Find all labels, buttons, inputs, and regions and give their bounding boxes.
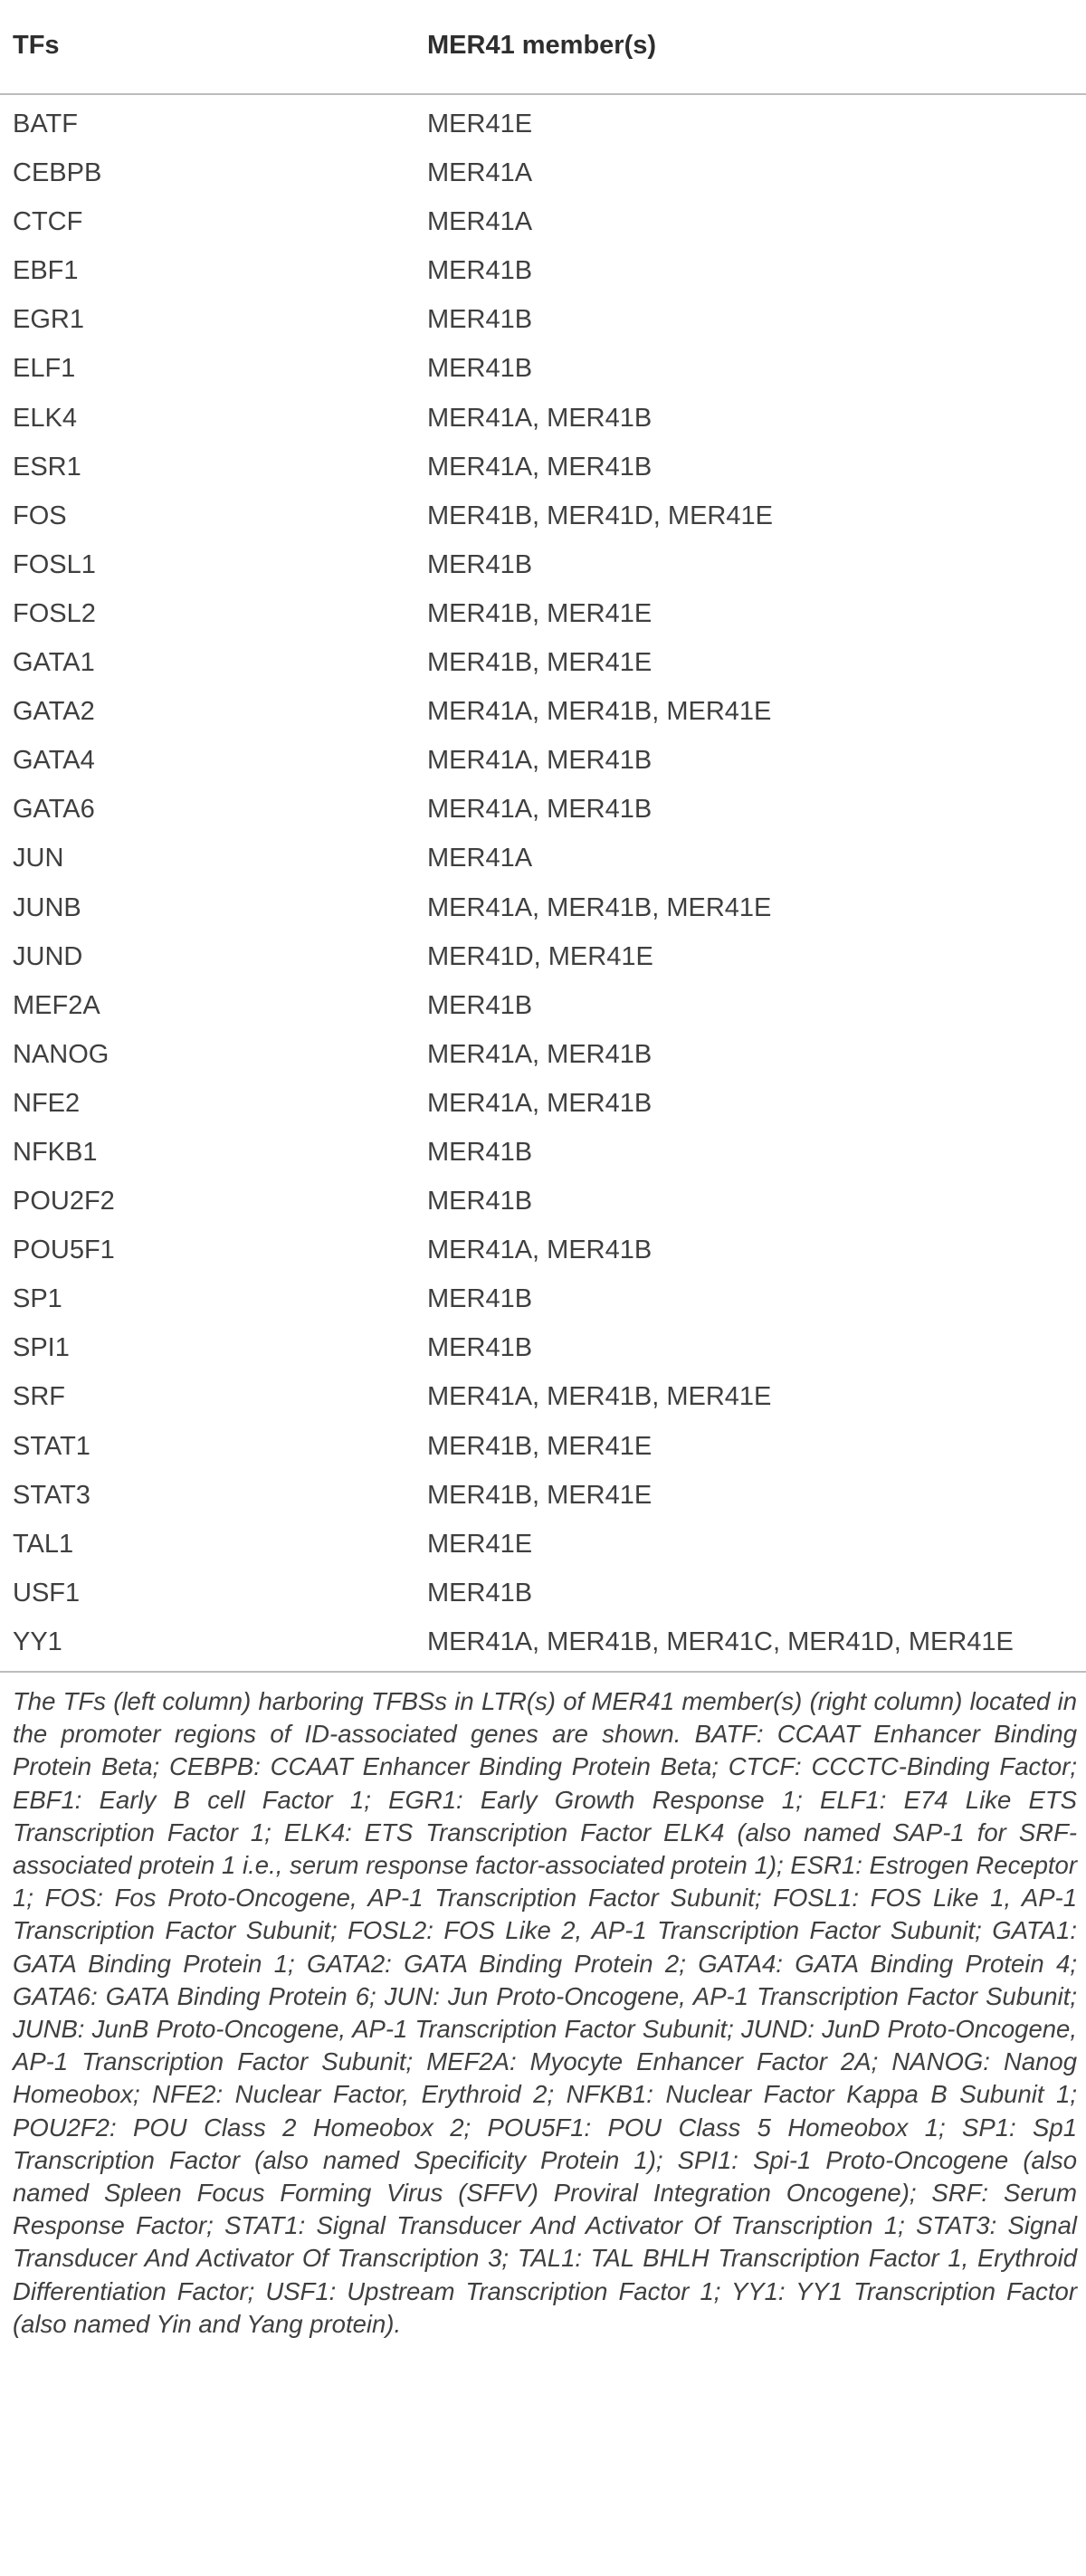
tf-name-cell: TAL1 [13, 1529, 74, 1559]
mer41-members-cell: MER41B [427, 1187, 533, 1216]
table-row [0, 440, 1086, 489]
tf-name-cell: GATA2 [13, 697, 95, 727]
table-row [0, 146, 1086, 195]
table-row [0, 1027, 1086, 1076]
table-row [0, 97, 1086, 146]
mer41-members-cell: MER41B, MER41E [427, 1431, 653, 1461]
table-row [0, 391, 1086, 440]
table-body [0, 97, 1086, 1664]
tf-name-cell: FOSL1 [13, 549, 96, 579]
tf-name-cell: STAT1 [13, 1431, 90, 1461]
tf-name-cell: JUNB [13, 892, 81, 922]
header-mer41-members: MER41 member(s) [427, 31, 657, 60]
mer41-members-cell: MER41A [427, 844, 533, 873]
table-row [0, 881, 1086, 930]
tf-name-cell: JUND [13, 941, 83, 971]
mer41-members-cell: MER41B [427, 1578, 533, 1608]
table-row [0, 930, 1086, 978]
mer41-members-cell: MER41A, MER41B [427, 403, 653, 433]
tf-name-cell: JUN [13, 844, 64, 873]
mer41-members-cell: MER41A, MER41B, MER41E [427, 697, 772, 727]
table-bottom-rule [0, 1671, 1086, 1673]
table-row [0, 489, 1086, 538]
table-row [0, 1468, 1086, 1517]
mer41-members-cell: MER41E [427, 110, 533, 138]
mer41-members-cell: MER41A, MER41B [427, 746, 653, 776]
table-footnote: The TFs (left column) harboring TFBSs in LTR(s) of MER41 member(s) (right column) located in the promoter regions of ID-associated genes are shown. BATF: CCAAT Enhancer Binding Protein Beta; CEBPB: CCAAT Enhancer Binding Protein Beta; CTCF: CCCTC-Binding Factor; EBF1: Early B cell Factor 1; EGR1: Early Growth Response 1; ELF1: E74 Like ETS Transcription Factor 1; ELK4: ETS Transcription Factor ELK4 (also named SAP-1 for SRF-associated protein 1 i.e., serum response factor-associated protein 1); ESR1: Estrogen Receptor 1; FOS: Fos Proto-Oncogene, AP-1 Transcription Factor Subunit; FOSL1: FOS Like 1, AP-1 Transcription Factor Subunit; FOSL2: FOS Like 2, AP-1 Transcription Factor Subunit; GATA1: GATA Binding Protein 1; GATA2: GATA Binding Protein 2; GATA4: GATA Binding Protein 4; GATA6: GATA Binding Protein 6; JUN: Jun Proto-Oncogene, AP-1 Transcription Factor Subunit; JUNB: JunB Proto-Oncogene, AP-1 Transcription Factor Subunit; JUND: JunD Proto-Oncogene, AP-1 Transcription Factor Subunit; MEF2A: Myocyte Enhancer Factor 2A; NANOG: Nanog Homeobox; NFE2: Nuclear Factor, Erythroid 2; NFKB1: Nuclear Factor Kappa B Subunit 1; POU2F2: POU Class 2 Homeobox 2; POU5F1: POU Class 5 Homeobox 1; SP1: Sp1 Transcription Factor (also named Specificity Protein 1); SPI1: Spi-1 Proto-Oncogene (also named Spleen Focus Forming Virus (SFFV) Proviral Integration Oncogene); SRF: Serum Response Factor; STAT1: Signal Transducer And Activator Of Transcription 1; STAT3: Signal Transducer And Activator Of Transcription 3; TAL1: TAL BHLH Transcription Factor 1, Erythroid Differentiation Factor; USF1: Upstream Transcription Factor 1; YY1: YY1 Transcription Factor (also named Yin and Yang protein). [13, 1687, 1077, 2338]
table-row [0, 341, 1086, 390]
table-row [0, 1369, 1086, 1418]
table-row [0, 1517, 1086, 1566]
mer41-members-cell: MER41A, MER41B [427, 1236, 653, 1265]
mer41-members-cell: MER41B [427, 305, 533, 335]
tf-name-cell: FOS [13, 501, 67, 530]
tf-name-cell: ELK4 [13, 403, 77, 433]
tf-name-cell: NFKB1 [13, 1137, 98, 1167]
mer41-members-cell: MER41B [427, 1137, 533, 1167]
tf-name-cell: YY1 [13, 1627, 62, 1656]
mer41-members-cell: MER41B, MER41D, MER41E [427, 501, 773, 530]
tf-name-cell: SP1 [13, 1284, 62, 1314]
table-row [0, 1321, 1086, 1369]
tf-name-cell: CTCF [13, 207, 83, 237]
table-row [0, 1615, 1086, 1664]
mer41-members-cell: MER41A, MER41B [427, 1088, 653, 1118]
table-row [0, 1223, 1086, 1272]
table-row [0, 1174, 1086, 1223]
mer41-members-cell: MER41A, MER41B, MER41E [427, 1382, 772, 1412]
table-row [0, 538, 1086, 587]
table-row [0, 733, 1086, 782]
tf-name-cell: GATA1 [13, 648, 95, 678]
tf-name-cell: SRF [13, 1382, 65, 1412]
mer41-members-cell: MER41B [427, 1284, 533, 1314]
tf-name-cell: STAT3 [13, 1480, 90, 1510]
table-row [0, 684, 1086, 733]
tf-name-cell: POU2F2 [13, 1187, 115, 1216]
table-row [0, 195, 1086, 243]
table-row [0, 1076, 1086, 1125]
mer41-members-cell: MER41A, MER41B [427, 1039, 653, 1069]
table-row [0, 243, 1086, 292]
tf-name-cell: SPI1 [13, 1333, 70, 1363]
mer41-members-cell: MER41B [427, 549, 533, 579]
table-row [0, 831, 1086, 880]
table-row [0, 587, 1086, 635]
mer41-members-cell: MER41B [427, 354, 533, 384]
table-header-row [0, 0, 1086, 95]
tf-name-cell: GATA6 [13, 795, 95, 825]
mer41-members-cell: MER41A, MER41B [427, 795, 653, 825]
table-row [0, 292, 1086, 341]
tf-name-cell: CEBPB [13, 158, 102, 188]
mer41-members-cell: MER41E [427, 1529, 533, 1559]
table-row [0, 782, 1086, 831]
table-row [0, 1125, 1086, 1174]
tf-name-cell: ELF1 [13, 354, 76, 384]
tf-name-cell: NFE2 [13, 1088, 81, 1118]
mer41-members-cell: MER41B [427, 256, 533, 286]
mer41-members-cell: MER41B, MER41E [427, 648, 653, 678]
mer41-members-cell: MER41B [427, 1333, 533, 1363]
tf-name-cell: POU5F1 [13, 1236, 115, 1265]
mer41-members-cell: MER41D, MER41E [427, 941, 653, 971]
table-row [0, 978, 1086, 1027]
mer41-members-cell: MER41A [427, 207, 533, 237]
tf-name-cell: MEF2A [13, 990, 100, 1020]
tf-name-cell: EBF1 [13, 256, 79, 286]
mer41-members-cell: MER41A, MER41B [427, 452, 653, 482]
tf-name-cell: GATA4 [13, 746, 95, 776]
mer41-members-cell: MER41A, MER41B, MER41E [427, 892, 772, 922]
table-row [0, 1419, 1086, 1468]
tf-name-cell: EGR1 [13, 305, 84, 335]
mer41-members-cell: MER41A [427, 158, 533, 188]
tf-name-cell: ESR1 [13, 452, 81, 482]
table-row [0, 1272, 1086, 1321]
mer41-members-cell: MER41A, MER41B, MER41C, MER41D, MER41E [427, 1627, 1014, 1656]
tf-name-cell: BATF [13, 110, 78, 138]
tf-name-cell: USF1 [13, 1578, 81, 1608]
table-row [0, 635, 1086, 684]
mer41-members-cell: MER41B, MER41E [427, 1480, 653, 1510]
mer41-members-cell: MER41B, MER41E [427, 598, 653, 628]
table-row [0, 1566, 1086, 1615]
tf-name-cell: FOSL2 [13, 598, 96, 628]
tf-name-cell: NANOG [13, 1039, 110, 1069]
mer41-members-cell: MER41B [427, 990, 533, 1020]
header-tfs: TFs [13, 31, 60, 60]
